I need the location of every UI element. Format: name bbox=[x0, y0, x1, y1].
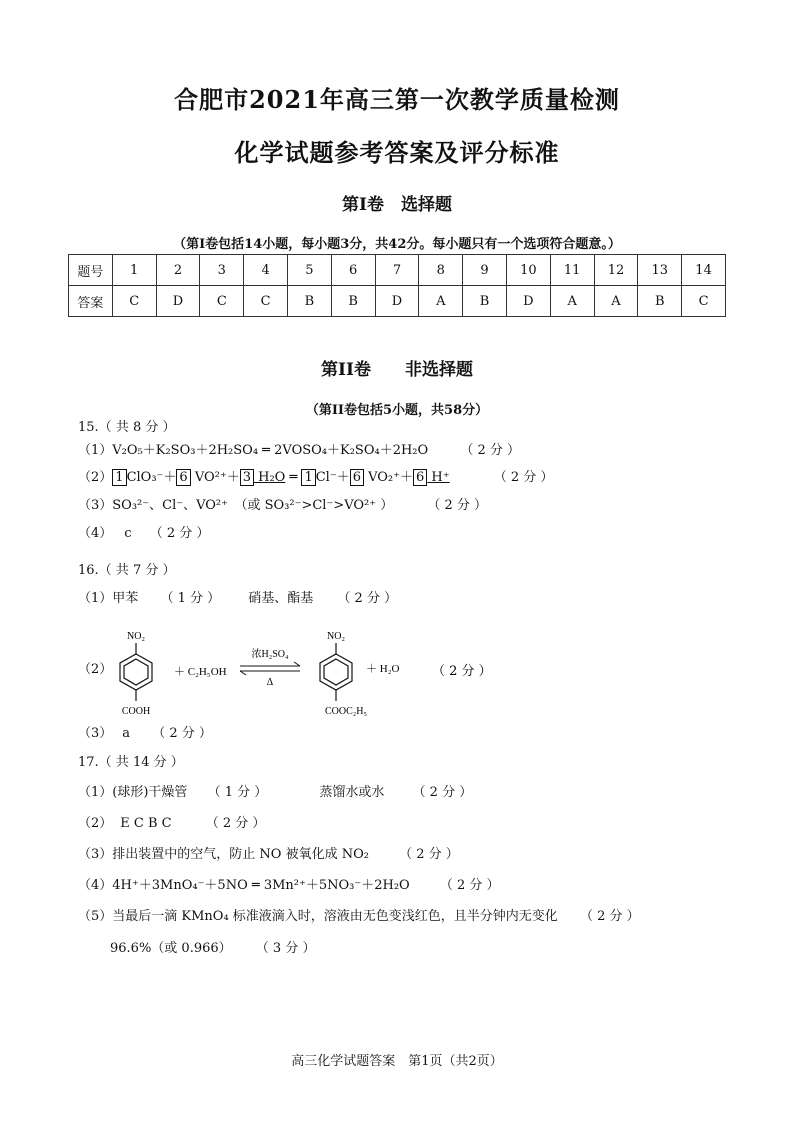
answer-cell: B bbox=[331, 286, 375, 317]
question-number: 6 bbox=[331, 255, 375, 286]
q16-l3-label: （3） bbox=[78, 726, 113, 741]
q17-l4-text: 4H⁺＋3MnO₄⁻＋5NO ═ 3Mn²⁺＋5NO₃⁻＋2H₂O bbox=[112, 878, 410, 893]
reversible-arrow bbox=[240, 662, 300, 675]
q15-l3-label: （3） bbox=[78, 498, 113, 513]
answer-cell: C bbox=[112, 286, 156, 317]
esterification-equation bbox=[78, 620, 638, 720]
question-number: 4 bbox=[244, 255, 288, 286]
q17-l1-a-score: （ 1 分 ） bbox=[207, 785, 268, 800]
answer-cell: D bbox=[375, 286, 419, 317]
q15-line1 bbox=[78, 442, 520, 460]
q15-l4-text: c bbox=[124, 526, 132, 541]
row-label-answer: 答案 bbox=[69, 286, 113, 317]
q15-l2-species: VO²⁺＋ bbox=[190, 470, 240, 485]
page-footer: 高三化学试题答案 第1页（共2页） bbox=[291, 1054, 503, 1069]
answer-row bbox=[69, 286, 726, 317]
condition-bottom: Δ bbox=[266, 677, 274, 688]
q15-l3-score: （ 2 分 ） bbox=[427, 498, 488, 513]
q17-l3-score: （ 2 分 ） bbox=[399, 847, 459, 862]
q17-l2-text: E C B C bbox=[120, 816, 172, 831]
q16-header: 16.（ 共 7 分 ） bbox=[78, 563, 176, 578]
q15-l2-species: H₂O bbox=[254, 470, 286, 485]
coefficient-box: 6 bbox=[413, 469, 427, 486]
question-number: 11 bbox=[550, 255, 594, 286]
part1-note: （第Ⅰ卷包括14小题，每小题3分，共42分。每小题只有一个选项符合题意。） bbox=[173, 237, 621, 252]
question-number: 9 bbox=[463, 255, 507, 286]
question-number: 5 bbox=[287, 255, 331, 286]
q17-l2-score: （ 2 分 ） bbox=[205, 816, 266, 831]
q15-line3 bbox=[78, 497, 487, 515]
q17-line6 bbox=[110, 940, 315, 958]
answer-cell: B bbox=[638, 286, 682, 317]
answer-cell: B bbox=[463, 286, 507, 317]
q17-l5-label: （5） bbox=[78, 909, 113, 924]
answer-cell: A bbox=[550, 286, 594, 317]
plus-ethanol: ＋ C₂H₅OH bbox=[174, 666, 227, 678]
q16-l1-a-score: （ 1 分 ） bbox=[160, 591, 221, 606]
condition-top: 浓H₂SO₄ bbox=[251, 649, 289, 660]
q17-l3-label: （3） bbox=[78, 847, 113, 862]
question-number: 7 bbox=[375, 255, 419, 286]
plus-water: ＋ H₂O bbox=[366, 663, 400, 675]
q15-l1-score: （ 2 分 ） bbox=[460, 443, 520, 458]
part2-note: （第II卷包括5小题，共58分） bbox=[305, 403, 489, 418]
q17-l1-b-score: （ 2 分 ） bbox=[412, 785, 473, 800]
q17-l4-score: （ 2 分 ） bbox=[439, 878, 500, 893]
part2-heading: 第II卷 非选择题 bbox=[321, 360, 473, 380]
coefficient-box: 3 bbox=[240, 469, 254, 486]
q16-l2-label: （2） bbox=[78, 662, 113, 677]
cooh-group: COOH bbox=[121, 706, 151, 717]
answer-cell: A bbox=[419, 286, 463, 317]
coefficient-box: 6 bbox=[350, 469, 364, 486]
question-number: 1 bbox=[112, 255, 156, 286]
q17-l6-score: （ 3 分 ） bbox=[255, 941, 316, 956]
part1-heading: 第Ⅰ卷 选择题 bbox=[342, 195, 452, 215]
q15-line2 bbox=[78, 469, 553, 487]
question-number: 12 bbox=[594, 255, 638, 286]
q16-l1-label: （1） bbox=[78, 591, 113, 606]
question-number: 3 bbox=[200, 255, 244, 286]
answer-table bbox=[68, 254, 726, 317]
answer-cell: A bbox=[594, 286, 638, 317]
q17-line1 bbox=[78, 784, 472, 802]
q16-l1-a: 甲苯 bbox=[112, 591, 139, 606]
q17-l4-label: （4） bbox=[78, 878, 113, 893]
answer-cell: B bbox=[287, 286, 331, 317]
q17-l1-a: (球形)干燥管 bbox=[112, 785, 188, 800]
question-number: 14 bbox=[682, 255, 726, 286]
coefficient-box: 1 bbox=[112, 469, 126, 486]
q17-l1-label: （1） bbox=[78, 785, 113, 800]
q15-header: 15.（ 共 8 分 ） bbox=[78, 420, 176, 435]
q16-l1-b: 硝基、酯基 bbox=[248, 591, 314, 606]
row-label-question: 题号 bbox=[69, 255, 113, 286]
q16-l2-score: （ 2 分 ） bbox=[432, 664, 492, 679]
question-number-row bbox=[69, 255, 726, 286]
q17-line2 bbox=[78, 815, 265, 833]
q15-l2-score: （ 2 分 ） bbox=[493, 470, 554, 485]
q16-l3-text: a bbox=[122, 726, 131, 741]
question-number: 2 bbox=[156, 255, 200, 286]
answer-cell: C bbox=[244, 286, 288, 317]
question-number: 13 bbox=[638, 255, 682, 286]
q15-l1-label: （1） bbox=[78, 443, 113, 458]
q15-l2-species: ClO₃⁻＋ bbox=[126, 470, 177, 485]
q15-l2-equals: ═ bbox=[285, 470, 302, 485]
answer-cell: C bbox=[682, 286, 726, 317]
q17-l5-text: 当最后一滴 KMnO₄ 标准液滴入时，溶液由无色变浅红色，且半分钟内无变化 bbox=[112, 909, 558, 924]
benzene-ring-right bbox=[320, 643, 352, 701]
ester-group: COOC₂H₅ bbox=[325, 706, 367, 717]
q16-l3-score: （ 2 分 ） bbox=[152, 726, 212, 741]
q17-line5 bbox=[78, 908, 640, 926]
coefficient-box: 1 bbox=[301, 469, 315, 486]
q15-l4-score: （ 2 分 ） bbox=[149, 526, 210, 541]
page-title: 合肥市2021年高三第一次教学质量检测 bbox=[174, 85, 620, 114]
q17-line3 bbox=[78, 846, 459, 864]
q17-l5-score: （ 2 分 ） bbox=[579, 909, 640, 924]
q17-line4 bbox=[78, 877, 500, 895]
no2-group-right: NO₂ bbox=[327, 631, 345, 642]
q17-l6-text: 96.6%（或 0.966） bbox=[110, 941, 232, 956]
no2-group-left: NO₂ bbox=[127, 631, 145, 642]
q15-l1-equation: V₂O₅＋K₂SO₃＋2H₂SO₄ ═ 2VOSO₄＋K₂SO₄＋2H₂O bbox=[112, 443, 429, 458]
page-subtitle: 化学试题参考答案及评分标准 bbox=[234, 138, 560, 167]
question-number: 8 bbox=[419, 255, 463, 286]
answer-cell: D bbox=[156, 286, 200, 317]
question-number: 10 bbox=[506, 255, 550, 286]
q17-l2-label: （2） bbox=[78, 816, 113, 831]
q16-l1-b-score: （ 2 分 ） bbox=[337, 591, 398, 606]
coefficient-box: 6 bbox=[176, 469, 190, 486]
benzene-ring-left bbox=[120, 643, 152, 701]
q17-l1-b: 蒸馏水或水 bbox=[319, 785, 385, 800]
q16-line1 bbox=[78, 590, 397, 608]
answer-cell: D bbox=[506, 286, 550, 317]
q17-l3-text: 排出装置中的空气，防止 NO 被氧化成 NO₂ bbox=[112, 847, 369, 862]
q15-line4 bbox=[78, 525, 209, 543]
q17-header: 17.（ 共 14 分 ） bbox=[78, 755, 184, 770]
answer-cell: C bbox=[200, 286, 244, 317]
q15-l2-label: （2） bbox=[78, 470, 113, 485]
q15-l2-species: Cl⁻＋ bbox=[315, 470, 350, 485]
q15-l3-text: SO₃²⁻、Cl⁻、VO²⁺ （或 SO₃²⁻>Cl⁻>VO²⁺ ） bbox=[112, 498, 394, 513]
q15-l2-species: VO₂⁺＋ bbox=[363, 470, 413, 485]
q15-l4-label: （4） bbox=[78, 526, 113, 541]
q16-line3 bbox=[78, 725, 212, 743]
q15-l2-species: H⁺ bbox=[427, 470, 450, 485]
